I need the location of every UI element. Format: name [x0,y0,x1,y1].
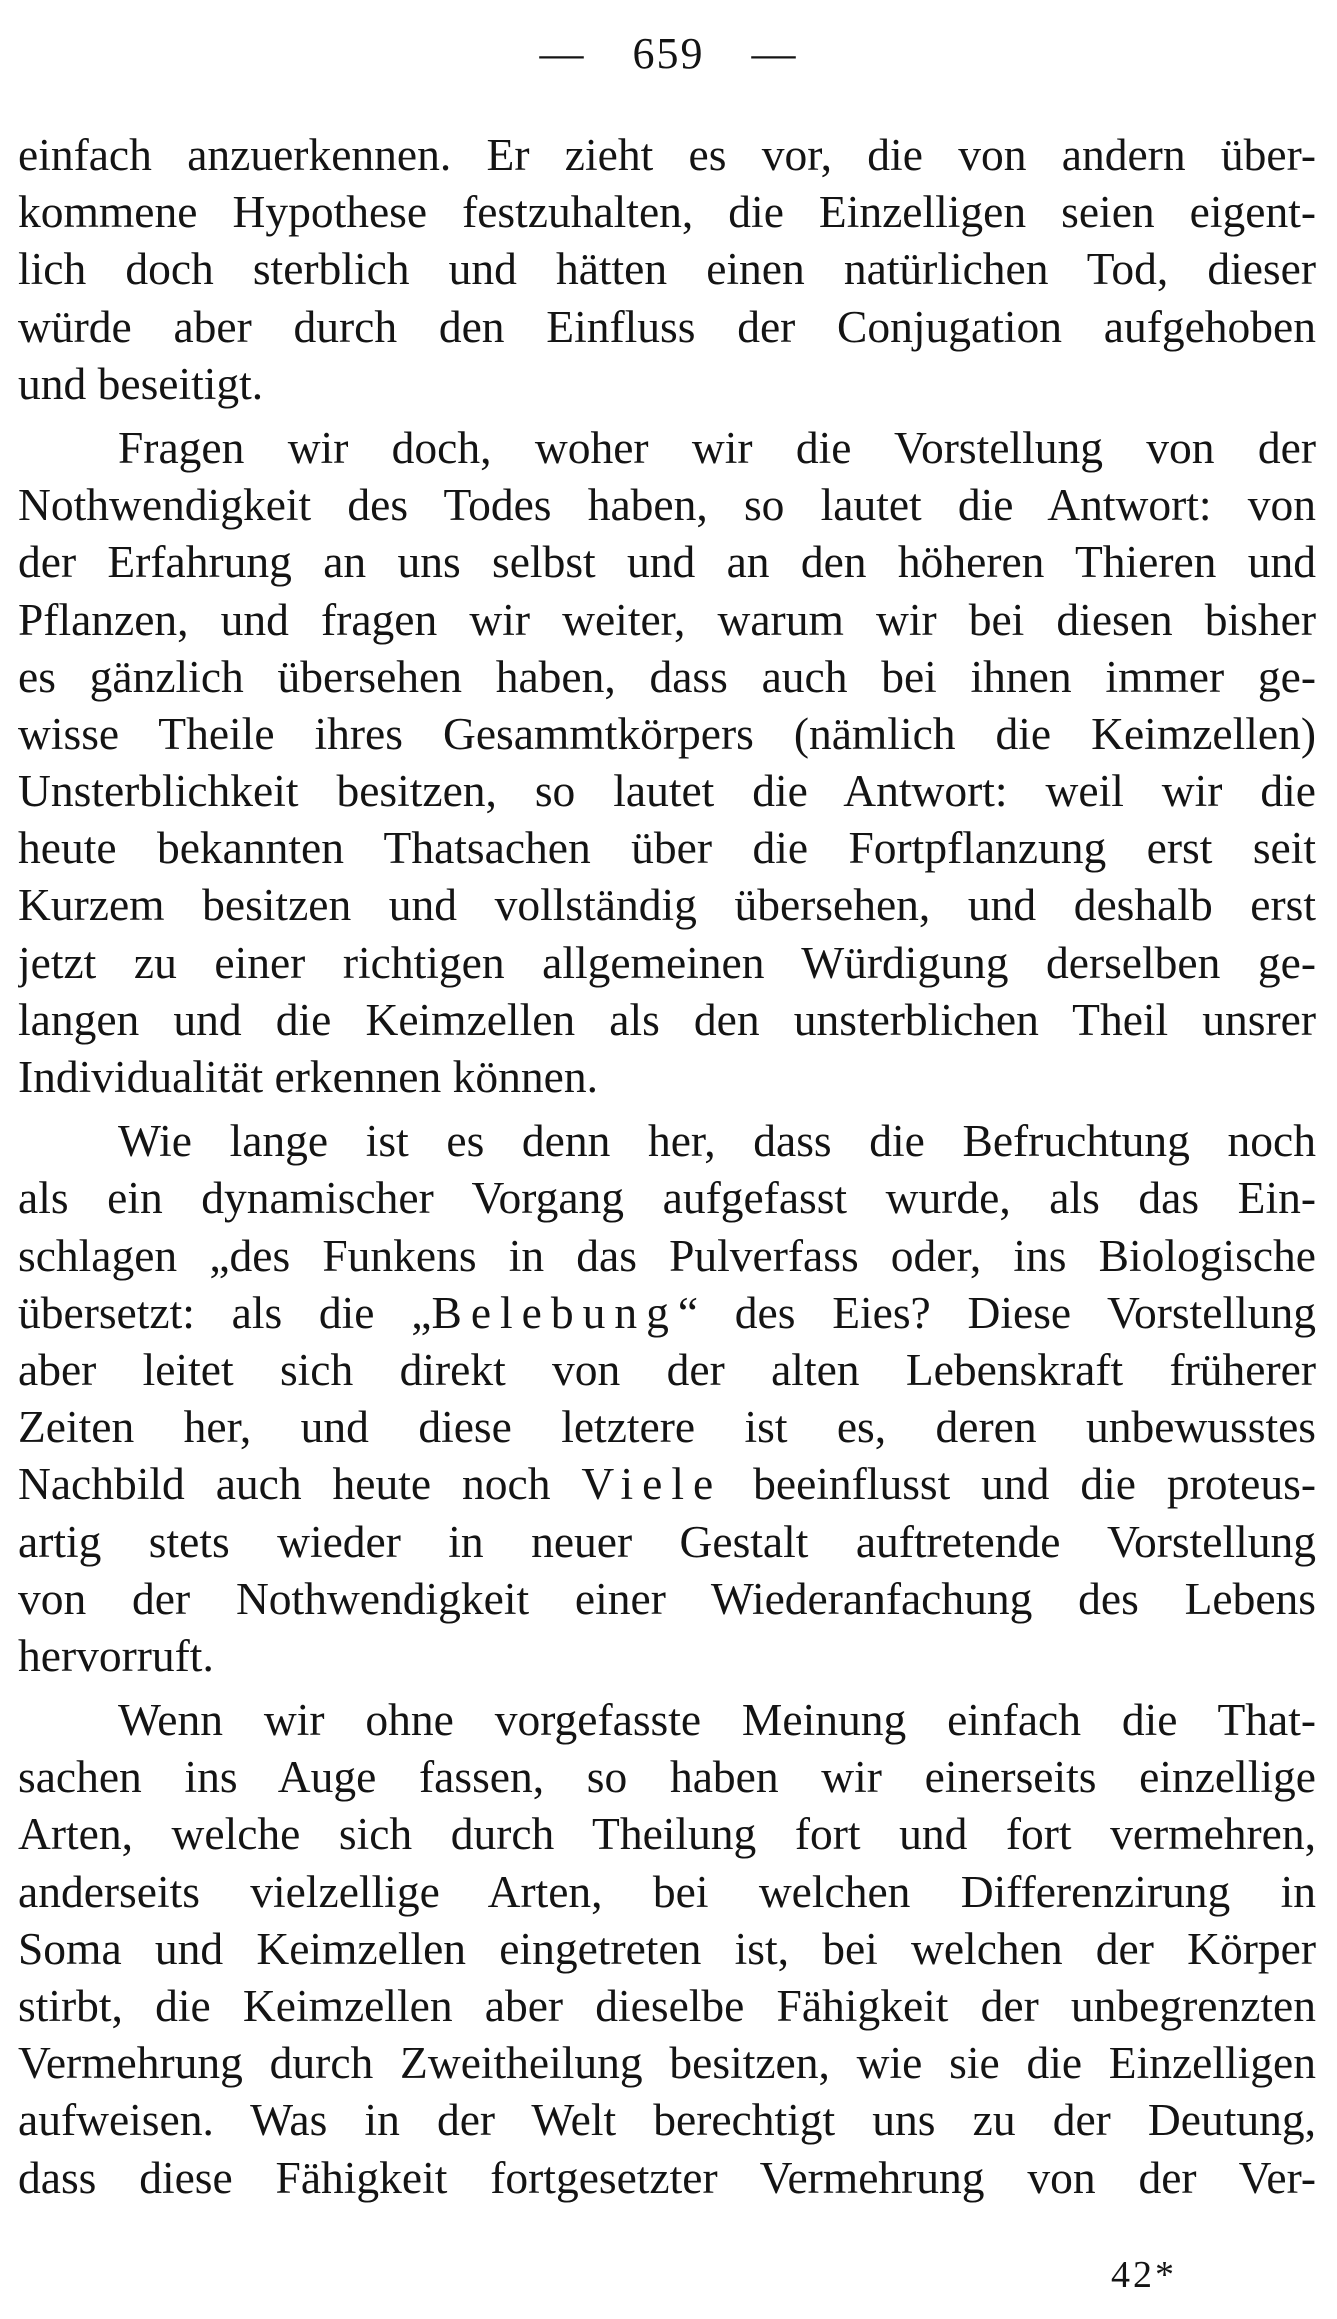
text-line: hervorruft. [18,1629,214,1681]
text-line: einfach anzuerkennen. Er zieht es vor, die von andern über- [18,129,1316,180]
signature-mark: 42* [1111,2254,1177,2296]
text-line: kommene Hypothese festzuhalten, die Einzelligen seien eigent- [18,186,1316,238]
text-line: Wenn wir ohne vorgefasste Meinung einfach die That- [118,1694,1316,1746]
spaced-emphasis: Viele [581,1458,723,1510]
text-line: Vermehrung durch Zweitheilung besitzen, wie sie die Einzelligen [18,2037,1316,2089]
paragraph-4 [18,1691,1316,2206]
text-line: Zeiten her, und diese letztere ist es, deren unbewusstes [18,1401,1316,1453]
text-line: Fragen wir doch, woher wir die Vorstellung von der [118,421,1316,473]
text-line: Pflanzen, und fragen wir weiter, warum wir bei diesen bisher [18,593,1316,645]
text-line-spaced [18,1284,1316,1341]
text-segment: übersetzt: als die „ [18,1286,432,1338]
text-line: von der Nothwendigkeit einer Wiederanfachung des Lebens [18,1572,1316,1624]
text-line: schlagen „des Funkens in das Pulverfass oder, ins Biologische [18,1229,1316,1281]
text-line-spaced [18,1455,1316,1512]
text-line: artig stets wieder in neuer Gestalt auftretende Vorstellung [18,1515,1316,1567]
header-dash-right: — [751,29,798,78]
text-line: wisse Theile ihres Gesammtkörpers (nämlich die Keimzellen) [18,707,1316,759]
paragraph-3 [18,1112,1316,1684]
text-line: Unsterblichkeit besitzen, so lautet die Antwort: weil wir die [18,765,1316,817]
text-line: Nothwendigkeit des Todes haben, so lautet die Antwort: von [18,479,1316,531]
text-line: aber leitet sich direkt von der alten Lebenskraft früherer [18,1343,1316,1395]
text-segment: beeinflusst und die proteus- [722,1458,1316,1510]
spaced-emphasis: Belebung [431,1286,678,1338]
text-line: lich doch sterblich und hätten einen natürlichen Tod, dieser [18,243,1316,295]
text-line: Kurzem besitzen und vollständig übersehen, und deshalb erst [18,879,1316,931]
text-line: dass diese Fähigkeit fortgesetzter Vermehrung von der Ver- [18,2151,1316,2203]
text-line: stirbt, die Keimzellen aber dieselbe Fähigkeit der unbegrenzten [18,1980,1316,2031]
header-dash-left: — [539,29,586,78]
text-line: langen und die Keimzellen als den unsterblichen Theil unsrer [18,993,1316,1045]
text-line: als ein dynamischer Vorgang aufgefasst wurde, als das Ein- [18,1172,1316,1224]
text-line: heute bekannten Thatsachen über die Fortpflanzung erst seit [18,822,1316,874]
text-line: jetzt zu einer richtigen allgemeinen Würdigung derselben ge- [18,936,1316,988]
text-segment: Nachbild auch heute noch [18,1458,582,1510]
text-line: Soma und Keimzellen eingetreten ist, bei welchen der Körper [18,1922,1316,1974]
text-line: aufweisen. Was in der Welt berechtigt uns zu der Deutung, [18,2094,1316,2146]
text-line: würde aber durch den Einfluss der Conjugation aufgehoben [18,300,1316,352]
text-line: Arten, welche sich durch Theilung fort und fort vermehren, [18,1808,1316,1860]
text-line: anderseits vielzellige Arten, bei welchen Differenzirung in [18,1865,1316,1917]
text-line: und beseitigt. [18,357,264,409]
text-line: Wie lange ist es denn her, dass die Befruchtung noch [118,1115,1316,1167]
text-line: der Erfahrung an uns selbst und an den höheren Thieren und [18,536,1316,588]
page-number: 659 [632,29,705,78]
paragraph-1 [18,126,1316,412]
text-segment: “ des Eies? Diese Vorstellung [677,1286,1316,1338]
text-line: sachen ins Auge fassen, so haben wir einerseits einzellige [18,1751,1316,1803]
text-line: es gänzlich übersehen haben, dass auch bei ihnen immer ge- [18,650,1316,702]
text-line: Individualität erkennen können. [18,1051,598,1102]
paragraph-2 [18,419,1316,1105]
body-text [18,126,1316,2206]
page-header [0,28,1337,79]
